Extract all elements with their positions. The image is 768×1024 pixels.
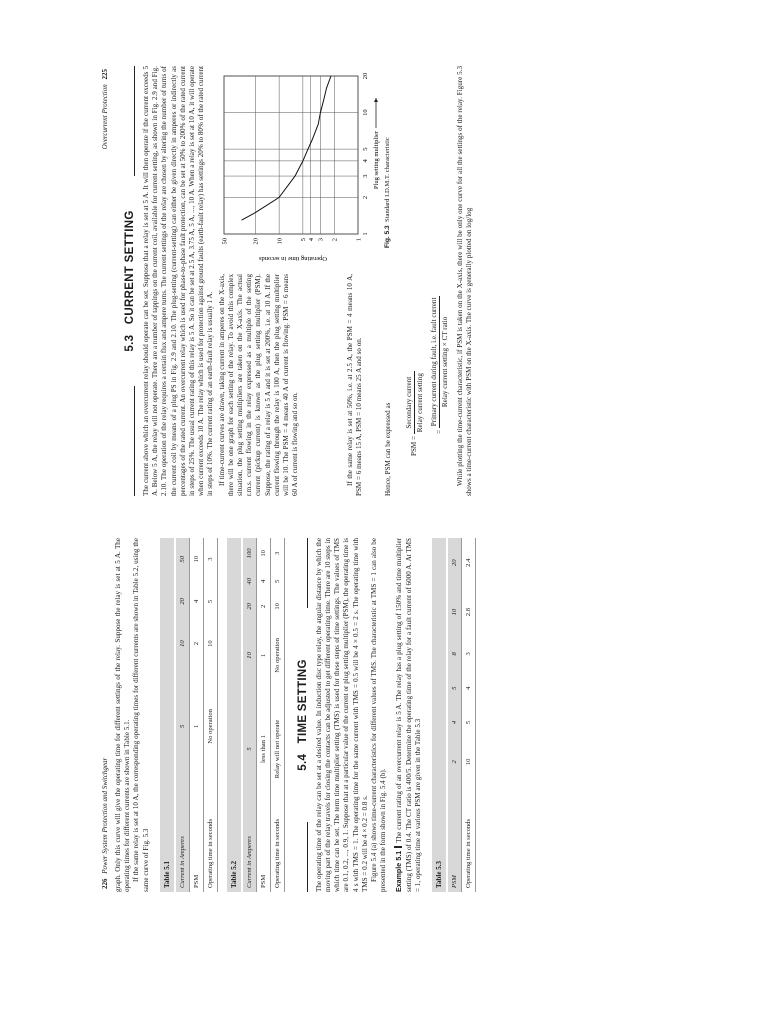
figure-caption-text: Standard I.D.M.T. characteristic <box>383 137 391 222</box>
idmt-chart <box>218 66 396 268</box>
table-5-3-caption: Table 5.3 <box>432 538 446 892</box>
figure-5-3 <box>218 66 396 268</box>
table-5-2-caption: Table 5.2 <box>227 538 241 892</box>
page-number: 225 <box>101 69 109 80</box>
heading-rule-left <box>134 386 135 496</box>
table-row: Operating time in seconds 10 5 4 3 2.8 2.4 <box>462 538 476 892</box>
figure-label: Fig. 5.3 <box>383 225 391 248</box>
x-tick-label: 2 <box>361 195 369 200</box>
section-5-3-heading <box>124 66 136 496</box>
section-5-3-paragraph-3: If the same relay is set at 50%, i.e. at 2.5 A, the PSM = 4 means 10 A, PSM = 6 means 15 A, PSM = 10 means 25 A and so on. <box>345 274 363 496</box>
table-5-2 <box>243 538 285 892</box>
figure-caption <box>384 137 391 248</box>
fraction: Secondary current Relay current setting <box>404 373 424 433</box>
section-5-3-paragraph-5: While plotting the time-current characteristic, if PSM is taken on the X-axis, there will be only one curve for all the settings of the relay. Figure 5.3 shows a time-current characteristic with PSM on the X-axis. The curve is generally plotted on log/log <box>455 66 473 496</box>
x-tick-label: 4 <box>361 159 369 163</box>
y-tick-label: 50 <box>220 238 228 245</box>
example-5-1 <box>394 538 423 892</box>
table-header-row: PSM 2 4 5 8 10 20 <box>448 538 462 892</box>
section-5-4-paragraph-2: Figure 5.4 (a) shows time-current characteristics for different values of TMS. The characteristic at TMS = 1 can also be presented in the form shown in Fig. 5.4 (b). <box>370 538 388 892</box>
equation-2: = Primary current during fault, i.e. fault current Relay current setting × CT ratio <box>429 297 449 434</box>
section-5-3-paragraph-4: Hence, PSM can be expressed as <box>383 402 392 496</box>
intro-paragraph-2: If the same relay is set at 10 A, the corresponding operating times for different currents are shown in Table 5.2, using the same curve of Fig. 5.3 <box>132 538 150 892</box>
section-5-4-paragraph-1: The operating time of the relay can be set at a desired value. In induction disc type relay, the angular distance by which the moving part of the relay travels for closing the contacts can be adjusted to get different operating time. There are 10 steps in which time can be set. The term time multiplier setting (TMS) is used for these steps of time settings. The values of TMS are 0.1, 0.2, ..., 0.9, 1. Suppose that at a particular value of the current or plug setting multiplier (PSM), the operating time is 4 s with TMS = 1. The operating time for the same current with TMS = 0.5 will be 4 × 0.5 = 2 s. The operating time with TMS = 0.2 will be 4 × 0.2 = 0.8 s. <box>314 538 369 892</box>
running-head-left <box>100 538 110 892</box>
section-title: TIME SETTING <box>296 659 309 744</box>
table-5-3 <box>448 538 476 892</box>
y-tick-label: 4 <box>307 238 315 242</box>
series-line <box>241 76 331 220</box>
example-text: The current rating of an overcurrent relay is 5 A. The relay has a plug setting of 150% and time multiplier setting (TMS) of 0.4. The CT ratio is 400/5. Determine the operating time of the relay for a fault current of 6000 A. At TMS = 1, operating time at various PSM are given in the Table 5.3 <box>395 538 422 892</box>
section-title: CURRENT SETTING <box>124 210 136 325</box>
example-bar <box>394 846 402 848</box>
y-tick-label: 10 <box>276 238 284 245</box>
table-row: Operating time in seconds No operation 10 5 3 <box>203 538 217 892</box>
table-row: PSM less than 1 1 2 4 10 <box>256 538 270 892</box>
y-tick-label: 2 <box>331 238 339 242</box>
section-5-3-paragraph-2: If time-current curves are drawn, taking current in amperes on the X-axis, there will be one graph for each setting of the relay. To avoid this complex situation, the plug setting multipliers are taken on the X-axis. The actual r.m.s. current flowing in the relay expressed as a multiple of the setting current (pickup current) is known as the plug setting multiplier (PSM). Suppose, the rating of a relay is 5 A and it is set at 200%, i.e. at 10 A. If the current flowing through the relay is 100 A, then the plug setting multiplier will be 10. The PSM = 4 means 40 A of current is flowing. PSM = 6 means 60 A of current is flowing and so on. <box>217 274 300 496</box>
table-header-row: Current in Amperes 5 10 20 40 100 <box>243 538 257 892</box>
y-tick-label: 5 <box>299 238 307 242</box>
table-5-1 <box>176 538 218 892</box>
table-row: Operating time in seconds Relay will not operate No operation 10 5 3 <box>270 538 284 892</box>
y-tick-label: 3 <box>317 238 325 242</box>
page-number: 226 <box>101 878 109 889</box>
y-tick-label: 20 <box>252 238 260 245</box>
x-axis-label: Plug setting multiplier <box>372 130 380 190</box>
heading-rule-right <box>307 538 308 608</box>
y-axis-label: Operating time in seconds <box>258 255 327 262</box>
x-axis-arrowhead <box>374 98 378 102</box>
x-tick-label: 1 <box>361 232 369 236</box>
plot-area <box>221 73 369 245</box>
y-tick-label: 1 <box>354 238 362 242</box>
heading-rule-left <box>307 822 308 892</box>
section-5-4-heading <box>297 538 309 892</box>
equation-1: PSM = Secondary current Relay current setting <box>404 373 424 456</box>
page-226 <box>0 512 768 1024</box>
running-title: Overcurrent Protection <box>101 84 109 150</box>
plot-frame <box>224 76 358 234</box>
heading-rule-right <box>134 66 135 176</box>
table-row: PSM 1 2 4 10 <box>189 538 203 892</box>
section-number: 5.4 <box>296 753 309 771</box>
fraction: Primary current during fault, i.e. fault current Relay current setting × CT ratio <box>429 297 449 427</box>
x-tick-label: 20 <box>361 72 369 80</box>
running-title: Power System Protection and Switchgear <box>101 757 109 874</box>
table-header-row: Current in Amperes 5 10 20 50 <box>176 538 190 892</box>
intro-paragraph-1: graph. Only this curve will give the operating time for different settings of the relay. Suppose the relay is set at 5 A. The operating times for different currents are shown in Table 5.1. <box>114 538 132 892</box>
section-number: 5.3 <box>124 334 136 352</box>
x-tick-label: 5 <box>361 147 369 151</box>
figure-block <box>218 66 396 496</box>
x-tick-label: 10 <box>361 109 369 116</box>
x-tick-label: 3 <box>361 174 369 178</box>
running-head-right <box>100 66 110 496</box>
table-5-1-caption: Table 5.1 <box>160 538 174 892</box>
section-5-3-paragraph-1: The current above which an overcurrent relay should operate can be set. Suppose that a relay is set at 5 A. It will then operate if the current exceeds 5 A. Below 5 A, the relay will not operate. There are a number of tappings on the current coil, available for current setting, as shown in Fig. 2.9 and Fig. 2.10. The operation of the relay requires a certain flux and ampere turns. The current settings of the relay are chosen by altering the number of turns of the current coil by means of a plug PS in Fig. 2.9 and 2.10. The plug-setting (current-setting) can either be given directly in amperes or indirectly as percentages of the rated current. An overcurrent relay which is used for phase-to-phase fault protection, can be set at 50% to 200% of the rated current in steps of 25%. The usual current rating of this relay is 5 A. So it can be set at 2.5 A, 3.75 A, 5 A, ..., 10 A. When a relay is set at 10 A, it will operate when current exceeds 10 A. The relay which is used for protection against ground faults (earth-fault relay) has settings 20% to 80% of the rated current in steps of 10%. The current rating of an earth-fault relay is usually 1 A. <box>142 66 215 496</box>
example-label: Example 5.1 <box>395 850 404 892</box>
